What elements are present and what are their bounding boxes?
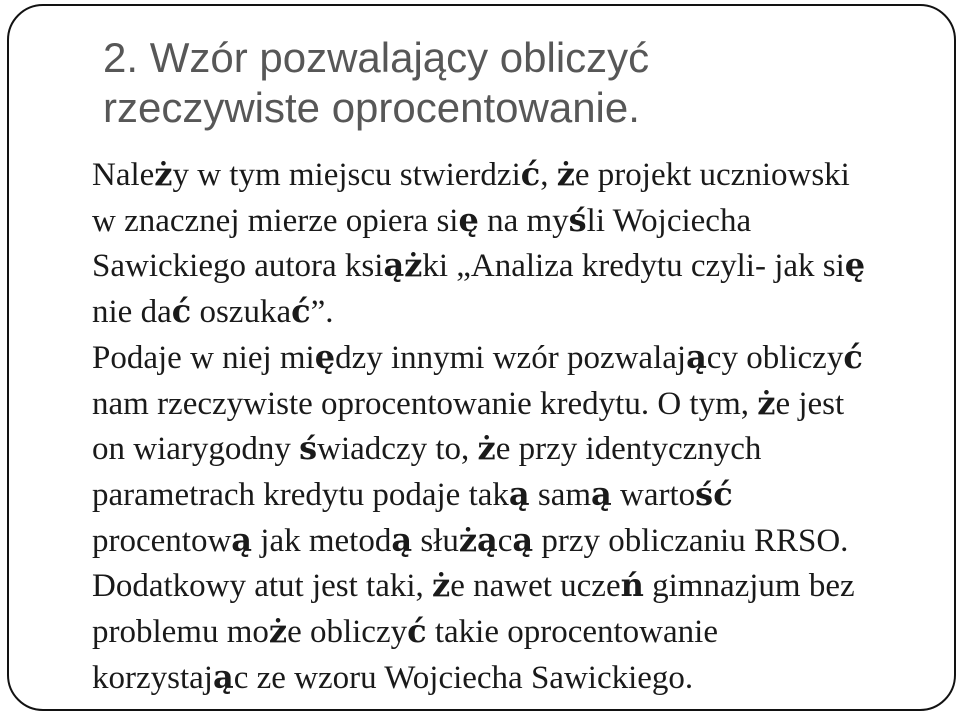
body-text-line: procentową jak metodą służącą przy obliczaniu RRSO.	[92, 520, 849, 559]
body-text-line: Dodatkowy atut jest taki, że nawet uczeń gimnazjum bez	[92, 566, 855, 605]
body-text-line: parametrach kredytu podaje taką samą wartość	[92, 474, 733, 513]
body-text-line: on wiarygodny świadczy to, że przy identycznych	[92, 429, 762, 468]
body-text-line: korzystając ze wzoru Wojciecha Sawickiego.	[92, 657, 694, 696]
body-text-line: Sawickiego autora książki „Analiza kredytu czyli- jak się	[92, 246, 866, 285]
body-text-line: problemu może obliczyć takie oprocentowanie	[92, 612, 718, 651]
title-line: rzeczywiste oprocentowanie.	[103, 84, 640, 131]
slide-body-text	[92, 152, 865, 700]
body-text-line: nie dać oszukać”.	[92, 292, 334, 331]
slide-title	[103, 33, 649, 133]
body-text-line: Podaje w niej między innymi wzór pozwalający obliczyć	[92, 337, 863, 376]
body-text-line: nam rzeczywiste oprocentowanie kredytu. O tym, że jest	[92, 383, 845, 422]
body-text-line: Należy w tym miejscu stwierdzić, że projekt uczniowski	[92, 155, 850, 193]
body-text-line: w znacznej mierze opiera się na myśli Wojciecha	[92, 200, 752, 239]
title-line: 2. Wzór pozwalający obliczyć	[103, 34, 650, 81]
